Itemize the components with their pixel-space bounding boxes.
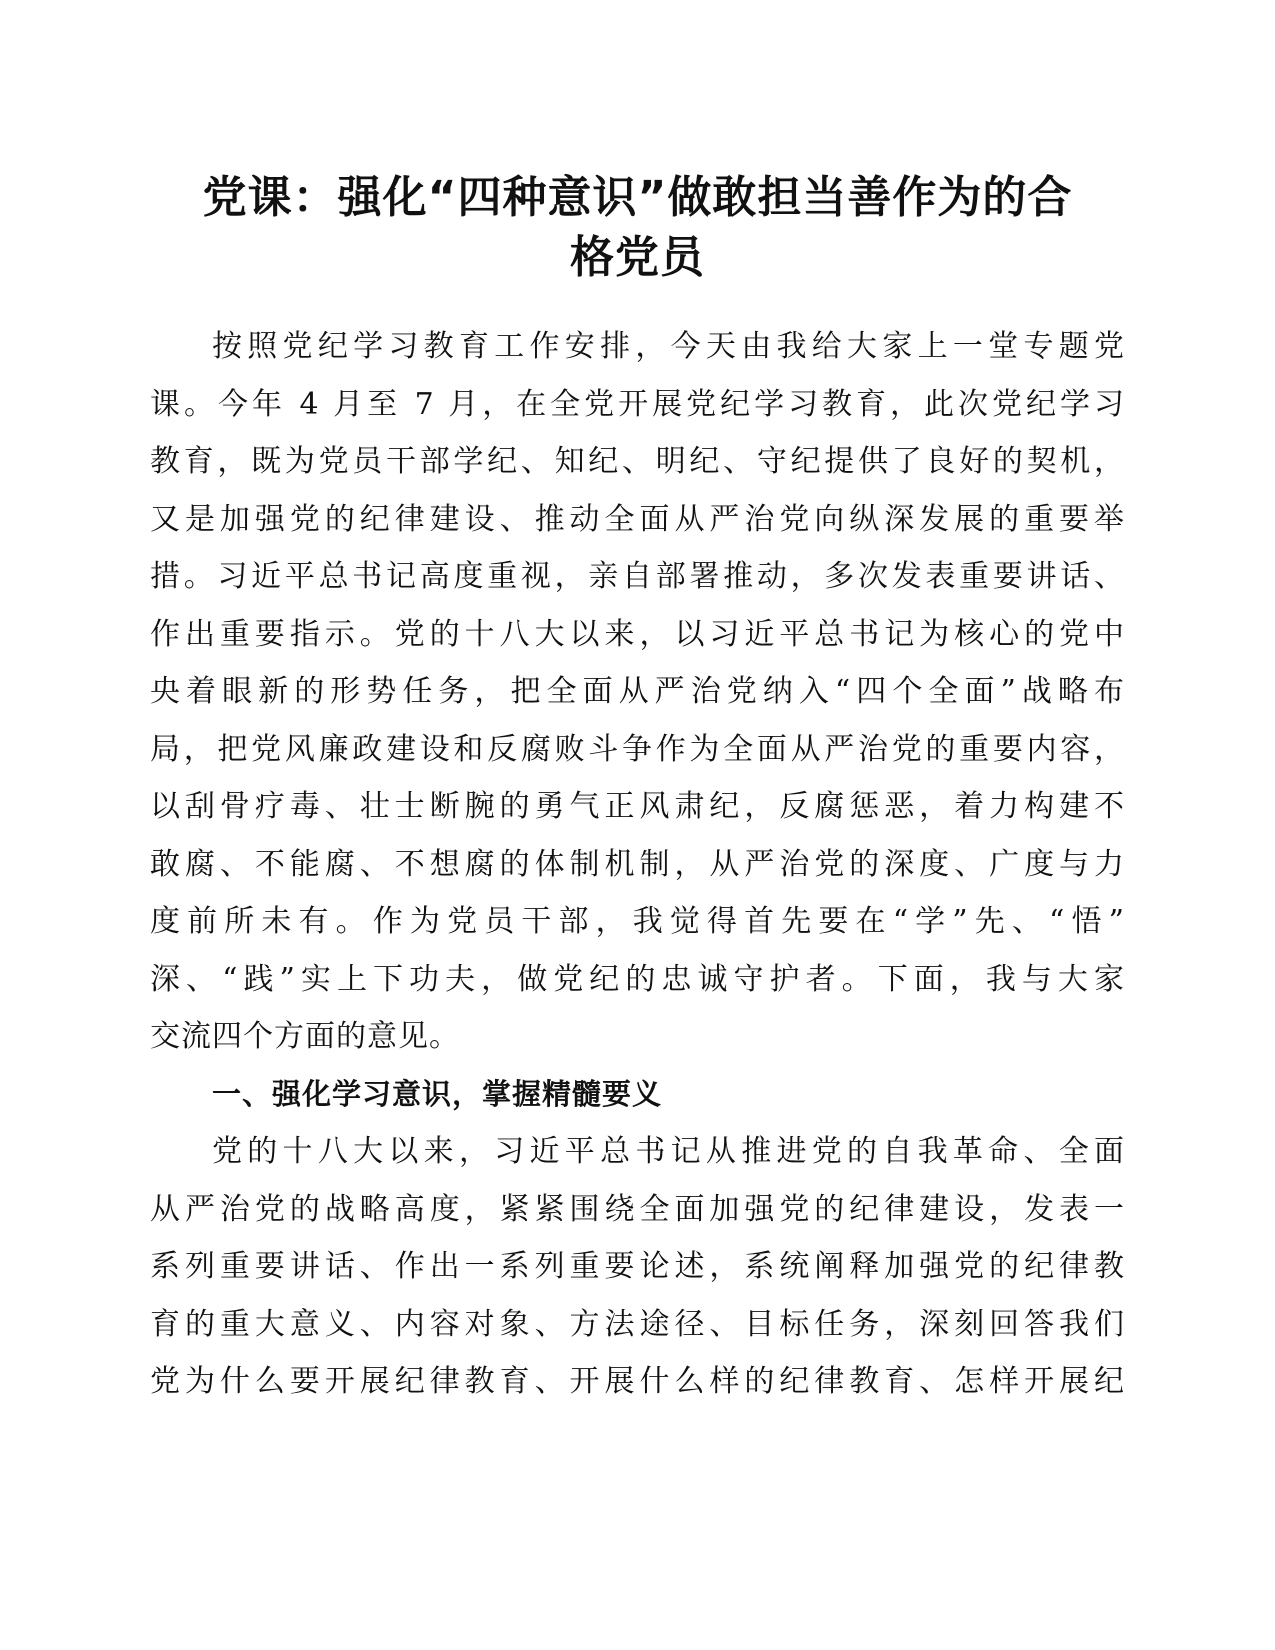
text-line: 深、“践”实上下功夫，做党纪的忠诚守护者。下面，我与大家 (150, 961, 1125, 997)
text-line: 课。今年 4 月至 7 月，在全党开展党纪学习教育，此次党纪学习 (150, 386, 1125, 422)
document-body (150, 318, 1125, 1411)
text-line: 局，把党风廉政建设和反腐败斗争作为全面从严治党的重要内容， (150, 731, 1125, 767)
text-line: 以刮骨疗毒、壮士断腕的勇气正风肃纪，反腐惩恶，着力构建不 (150, 789, 1125, 824)
section-heading: 一、强化学习意识，掌握精髓要义 (212, 1076, 663, 1111)
text-line: 措。习近平总书记高度重视，亲自部署推动，多次发表重要讲话、 (150, 559, 1125, 594)
text-line: 交流四个方面的意见。 (150, 1019, 460, 1054)
text-line: 央着眼新的形势任务，把全面从严治党纳入“四个全面”战略布 (150, 674, 1125, 709)
text-line: 度前所未有。作为党员干部，我觉得首先要在“学”先、“悟” (150, 904, 1125, 939)
text-line: 教育，既为党员干部学纪、知纪、明纪、守纪提供了良好的契机， (150, 444, 1125, 479)
text-line: 又是加强党的纪律建设、推动全面从严治党向纵深发展的重要举 (150, 501, 1125, 537)
text-line: 从严治党的战略高度，紧紧围绕全面加强党的纪律建设，发表一 (150, 1191, 1125, 1227)
text-line: 作出重要指示。党的十八大以来，以习近平总书记为核心的党中 (150, 616, 1125, 652)
text-line: 按照党纪学习教育工作安排，今天由我给大家上一堂专题党 (212, 329, 1125, 364)
text-line: 育的重大意义、内容对象、方法途径、目标任务，深刻回答我们 (150, 1306, 1125, 1342)
text-line: 系列重要讲话、作出一系列重要论述，系统阐释加强党的纪律教 (150, 1249, 1125, 1284)
document-title (150, 168, 1125, 288)
text-line: 党为什么要开展纪律教育、开展什么样的纪律教育、怎样开展纪 (150, 1364, 1125, 1399)
intro-paragraph (150, 318, 1125, 1066)
title-line: 党课：强化“四种意识”做敢担当善作为的合 (202, 172, 1073, 223)
text-line: 敢腐、不能腐、不想腐的体制机制，从严治党的深度、广度与力 (150, 846, 1125, 882)
text-line: 党的十八大以来，习近平总书记从推进党的自我革命、全面 (212, 1134, 1125, 1169)
title-line: 格党员 (570, 232, 705, 283)
section1-paragraph (150, 1123, 1125, 1411)
